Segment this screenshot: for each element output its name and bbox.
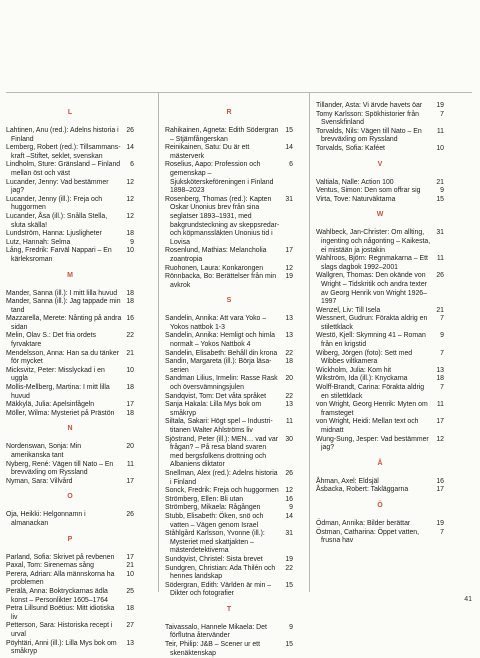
index-entry <box>165 315 293 332</box>
index-entry <box>6 315 134 332</box>
index-entry <box>6 401 134 410</box>
page-number: 41 <box>464 596 472 603</box>
entry-page-number: 21 <box>436 306 444 314</box>
entry-title: Virta, Tove: Naturväktarna <box>316 195 396 203</box>
entry-title: Lucander, Jenny (ill.): Freja och huggormen <box>6 195 103 212</box>
index-entry <box>6 562 134 571</box>
entry-page-number: 11 <box>285 418 293 426</box>
index-entry <box>6 298 134 315</box>
entry-page-number: 22 <box>126 332 134 340</box>
column-rule <box>309 92 310 592</box>
entry-title: Strömberg, Mikaela: Rågången <box>165 504 261 512</box>
entry-page-number: 16 <box>436 477 444 485</box>
entry-page-number: 12 <box>126 195 134 203</box>
entry-page-number: 27 <box>126 622 134 630</box>
index-entry <box>6 571 134 588</box>
index-entry <box>316 229 444 255</box>
entry-title: Torvalds, Sofia: Kaféet <box>316 144 385 152</box>
entry-page-number: 26 <box>126 511 134 519</box>
entry-page-number: 26 <box>285 469 293 477</box>
entry-title: Sjöstrand, Peter (ill.): MEN… vad var frågan? – På resa bland svaren med bergsfolkens drottning och Albaniens diktator <box>165 435 278 469</box>
section-letter: V <box>377 160 383 168</box>
index-entry <box>316 128 444 145</box>
entry-title: Valtiala, Nalle: Action 100 <box>316 178 394 186</box>
entry-page-number: 16 <box>285 495 293 503</box>
index-entry <box>165 161 293 195</box>
entry-title: Reinikainen, Satu: Du är ett mästerverk <box>165 144 250 160</box>
entry-page-number: 17 <box>126 401 134 409</box>
index-entry <box>165 144 293 161</box>
entry-title: Lucander, Åsa (ill.): Snålla Stella, sluta skälla! <box>6 212 108 229</box>
entry-page-number: 12 <box>126 178 134 186</box>
entry-title: Paxal, Tom: Sirenernas sång <box>6 562 94 570</box>
index-entry <box>6 384 134 401</box>
entry-page-number: 21 <box>126 562 134 570</box>
entry-title: Ventus, Simon: Den som offrar sig <box>316 187 421 195</box>
entry-page-number: 19 <box>436 519 444 527</box>
entry-page-number: 10 <box>126 247 134 255</box>
index-entry <box>316 350 444 367</box>
index-entry <box>165 487 293 496</box>
entry-title: Sundqvist, Christel: Sista brevet <box>165 555 263 563</box>
entry-title: Åhman, Axel: Eldsjäl <box>316 477 379 485</box>
entry-page-number: 31 <box>436 229 444 237</box>
index-column-2 <box>165 102 293 658</box>
entry-title: Petra Lillsund Boëtius: Mitt idiotiska liv <box>6 605 115 621</box>
entry-page-number: 9 <box>289 623 293 631</box>
index-entry <box>316 418 444 435</box>
entry-page-number: 19 <box>285 555 293 563</box>
index-entry <box>165 247 293 264</box>
entry-page-number: 12 <box>285 264 293 272</box>
index-entry <box>6 196 134 213</box>
index-entry <box>6 350 134 367</box>
section-letter: N <box>67 425 73 433</box>
entry-title: Tomy Karlsson: Spökhistorier från Svenskfinland <box>316 110 420 127</box>
entry-page-number: 20 <box>126 443 134 451</box>
entry-title: Siltala, Sakari: Högt spel – Industri-titanen Walter Ahlströms liv <box>165 418 273 434</box>
entry-title: Wiberg, Jörgen (foto): Sett med Wibbes viltkamera <box>316 349 413 366</box>
entry-page-number: 13 <box>285 315 293 323</box>
entry-page-number: 12 <box>285 487 293 495</box>
index-entry <box>6 161 134 178</box>
index-entry <box>6 144 134 161</box>
index-entry <box>165 556 293 565</box>
index-entry <box>165 504 293 513</box>
entry-title: Snellman, Alex (red.): Adelns historia i Finland <box>165 469 278 486</box>
entry-page-number: 9 <box>440 187 444 195</box>
index-entry <box>6 230 134 239</box>
entry-title: Ståhlgård Karlsson, Yvonne (ill.): Mysteriet med skattjakten – mästerdetektiverna <box>165 530 265 555</box>
index-entry <box>165 624 293 641</box>
entry-page-number: 30 <box>285 435 293 443</box>
entry-page-number: 9 <box>440 332 444 340</box>
entry-page-number: 17 <box>285 247 293 255</box>
index-entry <box>165 350 293 359</box>
index-column-3 <box>316 102 444 546</box>
entry-title: Lucander, Jenny: Vad bestämmer jag? <box>6 178 109 195</box>
index-entry <box>165 332 293 349</box>
index-entry <box>316 187 444 196</box>
index-entry <box>6 247 134 264</box>
entry-page-number: 22 <box>285 392 293 400</box>
entry-page-number: 18 <box>285 358 293 366</box>
entry-title: Nordenswan, Sonja: Min amerikanska tant <box>6 443 82 459</box>
entry-page-number: 9 <box>289 504 293 512</box>
index-entry <box>6 213 134 230</box>
entry-page-number: 13 <box>126 639 134 647</box>
index-entry <box>316 401 444 418</box>
entry-title: Wenzel, Liv: Till Isela <box>316 306 381 314</box>
entry-title: Sandin, Margareta (ill.): Börja läsa-serien <box>165 358 272 374</box>
entry-title: Perera, Adrian: Alla männskorna ha problemen <box>6 570 115 587</box>
entry-title: Teir, Philip: J&B – Scener ur ett skenäktenskap <box>165 641 260 657</box>
entry-page-number: 18 <box>126 384 134 392</box>
entry-page-number: 31 <box>285 195 293 203</box>
entry-page-number: 18 <box>126 298 134 306</box>
entry-page-number: 17 <box>126 553 134 561</box>
entry-page-number: 10 <box>126 570 134 578</box>
index-entry <box>316 255 444 272</box>
index-entry <box>316 520 444 529</box>
entry-title: Sandelin, Annika: Hemligt och himla normalt – Yokos Nattbok 4 <box>165 332 275 349</box>
index-entry <box>165 641 293 658</box>
entry-title: Lemberg, Robert (red.): Tillsammans-kraft –Stiftet, seklet, svenskan <box>6 144 121 160</box>
entry-title: Rosenberg, Thomas (red.): Kapten Oskar Unonius brev från sina seglatser 1893–1931, med bakgrundsteckning av skeppsredar- och köpmanssläkten Unonius tid i Lovisa <box>165 195 280 246</box>
index-entry <box>165 530 293 556</box>
section-letter: Ö <box>377 501 383 509</box>
entry-page-number: 7 <box>440 528 444 536</box>
entry-title: Sundgren, Christian: Ada Thilén och hennes landskap <box>165 564 276 581</box>
entry-page-number: 20 <box>285 375 293 383</box>
entry-page-number: 7 <box>440 110 444 118</box>
entry-page-number: 6 <box>130 161 134 169</box>
entry-title: Taivassalo, Hannele Mikaela: Det förflutna återvänder <box>165 623 267 640</box>
entry-page-number: 22 <box>285 349 293 357</box>
entry-title: Sandelin, Annika: Att vara Yoko – Yokos nattbok 1-3 <box>165 315 267 331</box>
entry-page-number: 10 <box>126 366 134 374</box>
entry-title: Wessnert, Gudrun: Förakta aldrig en stilettklack <box>316 315 428 331</box>
index-entry <box>6 478 134 487</box>
entry-title: Södergran, Edith: Världen är min – Dikter och fotografier <box>165 581 272 598</box>
entry-page-number: 11 <box>436 127 444 135</box>
index-entry <box>316 375 444 384</box>
entry-page-number: 14 <box>285 512 293 520</box>
entry-title: Wallgren, Thomas: Den okände von Wright – Tidskritik och andra texter av Georg Henrik von Wright 1926–1997 <box>316 272 427 306</box>
entry-title: Torvalds, Nils: Vägen till Nato – En brevväxling om Ryssland <box>316 127 422 144</box>
entry-title: Oja, Heikki: Helgonnamn i almanackan <box>6 511 86 527</box>
entry-page-number: 14 <box>126 144 134 152</box>
index-entry <box>165 513 293 530</box>
entry-page-number: 21 <box>126 349 134 357</box>
index-entry <box>165 393 293 402</box>
index-entry <box>316 111 444 128</box>
index-entry <box>316 145 444 154</box>
index-entry <box>165 273 293 290</box>
index-entry <box>165 436 293 470</box>
entry-title: Sandman Lilius, Irmelin: Rasse Rask och översvämningsjulen <box>165 375 278 392</box>
entry-title: Wikström, Ida (ill.): Knyckarna <box>316 375 408 383</box>
entry-page-number: 16 <box>126 315 134 323</box>
entry-title: Möller, Wilma: Mysteriet på Prästön <box>6 409 115 417</box>
entry-title: Wahlbeck, Jan-Christer: Om allting, ingenting och någonting – Kaikesta, ei mistään ja jostakin <box>316 229 431 254</box>
entry-title: Ödman, Annika: Bilder berättar <box>316 519 411 527</box>
index-entry <box>165 375 293 392</box>
entry-title: Lång, Fredrik: Farväl Nappari – En kärleksroman <box>6 247 112 263</box>
index-entry <box>316 102 444 111</box>
entry-page-number: 17 <box>436 486 444 494</box>
index-entry <box>165 265 293 274</box>
entry-title: Mollis-Mellberg, Martina: I mitt lilla huvud <box>6 384 110 400</box>
entry-page-number: 15 <box>436 195 444 203</box>
entry-page-number: 7 <box>440 384 444 392</box>
index-entry <box>6 622 134 639</box>
entry-page-number: 14 <box>285 144 293 152</box>
entry-title: von Wright, Georg Henrik: Myten om framsteget <box>316 401 428 417</box>
entry-title: Östman, Catharina: Öppet vatten, frusna hav <box>316 528 420 545</box>
entry-title: Parland, Sofia: Skrivet på revbenen <box>6 553 115 561</box>
entry-title: Wolff-Brandt, Carina: Förakta aldrig en stilettklack <box>316 384 425 400</box>
entry-page-number: 26 <box>436 272 444 280</box>
entry-title: Roselius, Aapo: Profession och gemenskap – Sjuksköterskeföreningen i Finland 1898–2023 <box>165 161 274 195</box>
index-entry <box>6 410 134 419</box>
column-rule <box>158 92 159 592</box>
entry-title: Stubb, Elisabeth: Öken, snö och vatten – Vägen genom Israel <box>165 512 264 529</box>
index-entry <box>316 272 444 306</box>
entry-page-number: 31 <box>285 530 293 538</box>
section-letter: M <box>67 271 73 279</box>
entry-page-number: 15 <box>285 641 293 649</box>
entry-page-number: 22 <box>285 564 293 572</box>
section-letter: P <box>67 535 73 543</box>
entry-page-number: 19 <box>436 102 444 109</box>
entry-title: Sandqvist, Tom: Det våta språket <box>165 392 266 400</box>
index-entry <box>316 196 444 205</box>
entry-page-number: 7 <box>440 349 444 357</box>
entry-page-number: 15 <box>285 581 293 589</box>
entry-title: Rosenlund, Mathias: Melancholia zoantropia <box>165 247 267 263</box>
index-entry <box>6 127 134 144</box>
index-entry <box>6 461 134 478</box>
section-letter: L <box>67 109 73 116</box>
entry-title: Sandelin, Elisabeth: Behåll din krona <box>165 349 278 357</box>
entry-title: Micksvitz, Peter: Misslyckad i en uggla <box>6 366 105 383</box>
index-entry <box>316 384 444 401</box>
index-entry <box>6 179 134 196</box>
entry-page-number: 18 <box>126 409 134 417</box>
index-entry <box>316 436 444 453</box>
index-entry <box>316 486 444 495</box>
index-entry <box>6 554 134 563</box>
index-entry <box>165 196 293 248</box>
entry-title: Rahikainen, Agneta: Edith Södergran – Stjärnfångerskan <box>165 127 279 143</box>
entry-page-number: 18 <box>436 375 444 383</box>
index-entry <box>316 367 444 376</box>
index-entry <box>6 588 134 605</box>
index-entry <box>6 640 134 657</box>
entry-title: Mander, Sanna (ill.): I mitt lilla huvud <box>6 289 118 297</box>
entry-title: Wahlroos, Björn: Regnmakarna – Ett slags dagbok 1992–2001 <box>316 255 428 271</box>
entry-title: Mazzarella, Merete: Nånting på andra sidan <box>6 315 122 331</box>
index-entry <box>316 179 444 188</box>
entry-page-number: 11 <box>436 401 444 409</box>
entry-title: von Wright, Heidi: Mellan text och midnatt <box>316 418 419 434</box>
entry-page-number: 18 <box>126 230 134 238</box>
entry-page-number: 26 <box>126 127 134 134</box>
entry-title: Ruohonen, Laura: Konkarongen <box>165 264 264 272</box>
entry-title: Mendelsson, Anna: Han sa du tänker för mycket <box>6 349 120 366</box>
index-entry <box>165 565 293 582</box>
index-entry <box>6 511 134 528</box>
entry-title: Pöyhtäri, Anni (ill.): Lilla Mys bok om småkryp <box>6 639 117 656</box>
index-entry <box>316 315 444 332</box>
entry-title: Mäkkylä, Julia: Apelsinfågeln <box>6 401 95 409</box>
section-letter: S <box>226 297 232 305</box>
entry-title: Westö, Kjell: Skymning 41 – Roman från en krigstid <box>316 332 426 349</box>
index-entry <box>6 290 134 299</box>
entry-page-number: 13 <box>436 366 444 374</box>
top-rule <box>6 92 472 93</box>
index-entry <box>6 367 134 384</box>
entry-title: Lindholm, Sture: Gränsland – Finland mellan öst och väst <box>6 161 121 177</box>
entry-title: Nyman, Sara: Villvård <box>6 477 73 485</box>
section-letter: W <box>376 211 384 219</box>
entry-title: Sanja Hakala: Lilla Mys bok om småkryp <box>165 401 262 417</box>
index-entry <box>165 582 293 599</box>
entry-title: Lutz, Hannah: Selma <box>6 238 71 246</box>
entry-page-number: 9 <box>130 238 134 246</box>
index-entry <box>6 605 134 622</box>
entry-title: Sonck, Fredrik: Freja och huggormen <box>165 487 279 495</box>
entry-title: Rönnbacka, Bo: Berättelser från min avkrok <box>165 273 277 289</box>
entry-page-number: 18 <box>126 289 134 297</box>
section-letter: T <box>226 605 232 613</box>
entry-page-number: 15 <box>285 127 293 134</box>
entry-page-number: 12 <box>126 212 134 220</box>
entry-page-number: 13 <box>285 332 293 340</box>
index-column-1 <box>6 102 134 657</box>
entry-page-number: 17 <box>436 418 444 426</box>
entry-page-number: 19 <box>285 273 293 281</box>
index-entry <box>165 401 293 418</box>
entry-title: Tillander, Asta: Vi ärvde havets öar <box>316 102 423 109</box>
entry-title: Lundström, Hanna: Ljusligheter <box>6 230 102 238</box>
entry-title: Nyberg, René: Vägen till Nato – En brevväxling om Ryssland <box>6 460 114 477</box>
entry-title: Lahtinen, Anu (red.): Adelns historia i Finland <box>6 127 119 143</box>
entry-page-number: 18 <box>126 605 134 613</box>
entry-title: Mander, Sanna (ill.): Jag tappade min tand <box>6 298 121 314</box>
entry-title: Petterson, Sara: Historiska recept i urval <box>6 622 113 638</box>
entry-page-number: 11 <box>436 255 444 263</box>
entry-title: Melin, Olav S.: Det fria ordets fyrvaktare <box>6 332 96 349</box>
entry-page-number: 6 <box>289 161 293 169</box>
entry-page-number: 21 <box>436 178 444 186</box>
entry-page-number: 11 <box>126 460 134 468</box>
index-entry <box>6 443 134 460</box>
index-entry <box>165 127 293 144</box>
index-entry <box>6 332 134 349</box>
entry-title: Strömberg, Ellen: Bli utan <box>165 495 244 503</box>
entry-page-number: 10 <box>436 144 444 152</box>
section-letter: O <box>67 493 73 501</box>
entry-title: Wung-Sung, Jesper: Vad bestämmer jag? <box>316 435 429 452</box>
entry-page-number: 17 <box>126 477 134 485</box>
entry-title: Perälä, Anna: Boktryckarnas ädla konst – Personlikter 1605–1764 <box>6 587 108 604</box>
index-entry <box>316 529 444 546</box>
index-entry <box>316 332 444 349</box>
entry-page-number: 25 <box>126 587 134 595</box>
entry-title: Åsbacka, Robert: Takläggarna <box>316 486 409 494</box>
index-entry <box>165 470 293 487</box>
index-entry <box>165 418 293 435</box>
entry-page-number: 12 <box>436 435 444 443</box>
section-letter: Å <box>377 459 383 467</box>
entry-title: Wickholm, Julia: Kom hit <box>316 366 392 374</box>
index-entry <box>165 358 293 375</box>
section-letter: R <box>226 109 232 116</box>
entry-page-number: 7 <box>440 315 444 323</box>
index-entry <box>316 307 444 316</box>
entry-page-number: 13 <box>285 401 293 409</box>
